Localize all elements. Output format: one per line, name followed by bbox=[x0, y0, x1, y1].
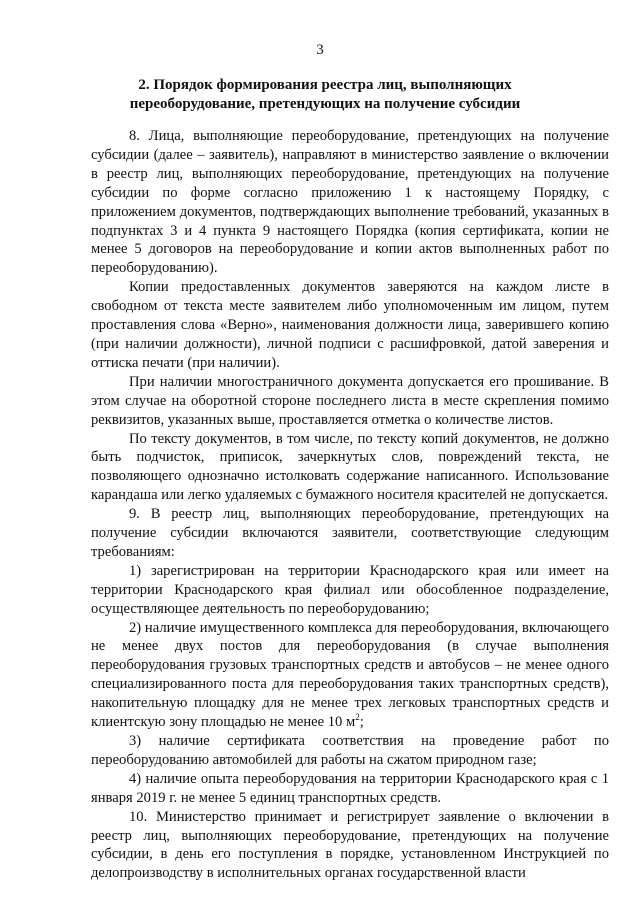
requirement-3: 3) наличие сертификата соответствия на проведение работ по переоборудованию автомобилей для работы на сжатом природном газе; bbox=[91, 733, 609, 768]
paragraph-8-copies: Копии предоставленных документов заверяются на каждом листе в свободном от текста месте заявителем либо уполномоченным им лицом, путем проставления слова «Верно», наименования должности лица, заверившего копию (при наличии должности), личной подписи с расшифровкой, датой заверения и оттиска печати (при наличии). bbox=[91, 279, 609, 371]
paragraph-8-text-requirements: По тексту документов, в том числе, по тексту копий документов, не должно быть подчисток, приписок, зачеркнутых слов, повреждений текста, не позволяющего однозначно истолковать содержание написанного. Использование карандаша или легко удаляемых с бумажного носителя красителей не допускается. bbox=[91, 430, 609, 504]
paragraph-10: 10. Министерство принимает и регистрирует заявление о включении в реестр лиц, выполняющих переоборудование, претендующих на получение субсидии, в день его поступления в порядке, установленном Инструкцией по делопроизводству в исполнительных органах государственной власти bbox=[91, 808, 609, 882]
requirement-2 bbox=[91, 619, 609, 732]
section-heading bbox=[90, 76, 560, 114]
paragraph-9: 9. В реестр лиц, выполняющих переоборудование, претендующих на получение субсидии включаются заявители, соответствующие следующим требованиям: bbox=[91, 506, 609, 560]
requirement-4: 4) наличие опыта переоборудования на территории Краснодарского края с 1 января 2019 г. не менее 5 единиц транспортных средств. bbox=[91, 770, 609, 806]
document-body bbox=[91, 127, 609, 883]
page-number: 3 bbox=[316, 42, 324, 58]
square-meter-superscript: 2 bbox=[355, 712, 360, 723]
requirement-2-end: ; bbox=[359, 714, 364, 731]
section-heading-line-2: переоборудование, претендующих на получение субсидии bbox=[129, 96, 521, 112]
requirement-1: 1) зарегистрирован на территории Краснодарского края или имеет на территории Краснодарского края филиал или обособленное подразделение, осуществляющее деятельность по переоборудованию; bbox=[91, 562, 609, 617]
requirement-2-text: 2) наличие имущественного комплекса для переоборудования, включающего не менее двух постов для переоборудования (в случае выполнения переоборудования грузовых транспортных средств и автобусов – не менее одного специализированного поста для переоборудования таких транспортных средств), накопительную площадку для не менее трех легковых транспортных средств и клиентскую зону площадью не менее 10 м bbox=[91, 619, 609, 731]
section-heading-line-1: 2. Порядок формирования реестра лиц, выполняющих bbox=[138, 77, 512, 93]
paragraph-8-multipage: При наличии многостраничного документа допускается его прошивание. В этом случае на оборотной стороне последнего листа в месте скрепления помимо реквизитов, указанных выше, проставляется отметка о количестве листов. bbox=[91, 373, 609, 428]
paragraph-8: 8. Лица, выполняющие переоборудование, претендующих на получение субсидии (далее – заявитель), направляют в министерство заявление о включении в реестр лиц, выполняющих переоборудование, претендующих на получение субсидии по форме согласно приложению 1 к настоящему Порядку, с приложением документов, подтверждающих выполнение требований, указанных в подпунктах 3 и 4 пункта 9 настоящего Порядка (копия сертификата, копии не менее 5 договоров на переоборудование и копии актов выполненных работ по переоборудованию). bbox=[91, 128, 609, 277]
